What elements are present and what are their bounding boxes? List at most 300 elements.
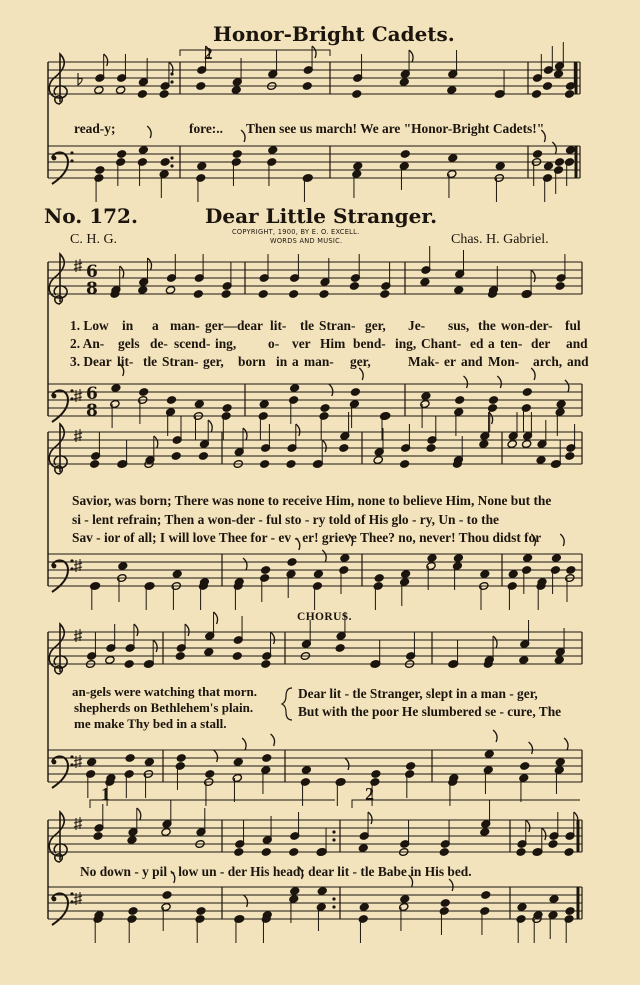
note-flag: [153, 640, 157, 652]
note-head: [548, 911, 558, 920]
note-head: [301, 766, 311, 775]
note-head: [110, 400, 120, 409]
note-head: [555, 408, 565, 417]
note-head: [549, 895, 559, 904]
note-head: [127, 836, 137, 845]
note-head: [400, 570, 410, 579]
note-head: [232, 774, 242, 783]
note-head: [400, 150, 410, 159]
ending-2-bracket: [352, 800, 580, 808]
note-head: [350, 388, 360, 397]
note-head: [316, 903, 326, 912]
note-head: [86, 758, 96, 767]
note-head: [312, 582, 322, 591]
note-head: [439, 848, 449, 857]
verse2-syllable: ing,: [215, 336, 237, 351]
composer: Chas. H. Gabriel.: [451, 232, 549, 247]
note-head: [267, 158, 277, 167]
note-head: [353, 162, 363, 171]
note-head: [566, 566, 576, 575]
note-head: [231, 86, 241, 95]
note-head: [521, 440, 531, 449]
note-head: [554, 158, 564, 167]
note-head: [233, 758, 243, 767]
time-signature: 8: [86, 401, 98, 421]
verse2-syllable: Chant-: [421, 336, 462, 351]
note-head: [543, 162, 553, 171]
note-head: [288, 290, 298, 299]
verse3-syllable: tle: [143, 354, 158, 369]
note-head: [258, 290, 268, 299]
verse3-syllable: lit-: [117, 354, 134, 369]
note-head: [161, 903, 171, 912]
note-head: [289, 384, 299, 393]
note-flag: [493, 636, 497, 648]
bass-clef: [70, 755, 73, 758]
note-head: [359, 903, 369, 912]
note-head: [399, 578, 409, 587]
note-head: [548, 840, 558, 849]
verse1-line3: an-gels were watching that morn.: [72, 684, 257, 699]
verse1-syllable: man-: [170, 318, 200, 333]
note-head: [320, 404, 330, 413]
verse3-syllable: ger,: [203, 354, 224, 369]
note-flag: [368, 812, 372, 824]
note-head: [115, 86, 125, 95]
note-head: [340, 554, 350, 563]
note-head: [118, 562, 128, 571]
note-head: [94, 174, 104, 183]
note-flag: [120, 266, 124, 278]
note-flag: [322, 550, 326, 562]
verse1-syllable: lit-: [270, 318, 287, 333]
note-head: [352, 170, 362, 179]
final-lyric-line: No down - y pil - low un - der His head; dear lit - tle Babe in His bed.: [80, 864, 472, 879]
note-head: [198, 452, 208, 461]
verse3-syllable: 3. Dear: [70, 354, 112, 369]
note-flag: [296, 424, 300, 436]
note-flag: [104, 54, 108, 66]
note-head: [204, 648, 214, 657]
flat-sign: [78, 73, 82, 85]
note-head: [287, 558, 297, 567]
note-flag: [449, 879, 453, 891]
note-head: [550, 566, 560, 575]
verse1-syllable: ger—dear: [205, 318, 264, 333]
note-head: [165, 286, 175, 295]
note-head: [516, 848, 526, 857]
note-flag: [137, 808, 141, 820]
note-head: [116, 150, 126, 159]
note-head: [447, 170, 457, 179]
note-head: [553, 70, 563, 79]
note-head: [89, 460, 99, 469]
note-head: [234, 848, 244, 857]
note-head: [555, 282, 565, 291]
verse2-syllable: bend-: [353, 336, 386, 351]
note-head: [339, 444, 349, 453]
note-head: [479, 440, 489, 449]
note-head: [111, 384, 121, 393]
note-flag: [134, 624, 138, 636]
note-head: [95, 166, 105, 175]
hymn-number: No. 172.: [44, 204, 138, 228]
verse2-syllable: ten-: [500, 336, 523, 351]
note-flag: [560, 534, 564, 546]
bass-clef: [70, 397, 73, 400]
note-head: [371, 770, 381, 779]
note-head: [439, 907, 449, 916]
note-head: [495, 162, 505, 171]
note-head: [313, 570, 323, 579]
note-flag: [312, 46, 316, 58]
note-head: [124, 770, 134, 779]
repeat-dot: [332, 897, 335, 900]
note-head: [205, 770, 215, 779]
bass-clef: [70, 567, 73, 570]
verse2-syllable: o-: [268, 336, 280, 351]
note-head: [373, 582, 383, 591]
note-flag: [565, 380, 569, 392]
note-flag: [148, 258, 152, 270]
verse2-syllable: ver: [292, 336, 311, 351]
note-flag: [464, 376, 468, 388]
note-head: [522, 388, 532, 397]
note-flag: [241, 130, 245, 142]
verse2-syllable: and: [566, 336, 588, 351]
note-head: [519, 656, 529, 665]
note-head: [268, 146, 278, 155]
bass-clef: [52, 760, 57, 765]
verse1-syllable: in: [122, 318, 134, 333]
note-head: [105, 656, 115, 665]
verse3-syllable: Stran-: [162, 354, 199, 369]
note-head: [232, 652, 242, 661]
top-ending-number: 2: [204, 44, 213, 63]
note-head: [399, 162, 409, 171]
note-head: [302, 82, 312, 91]
note-head: [259, 460, 269, 469]
bass-clef: [70, 389, 73, 392]
note-head: [196, 907, 206, 916]
note-head: [507, 582, 517, 591]
note-head: [484, 750, 494, 759]
note-head: [319, 290, 329, 299]
note-head: [520, 762, 530, 771]
verse1-line2: Savior, was born; There was none to receive Him, none to believe Him, None but the: [72, 493, 552, 508]
note-head: [290, 887, 300, 896]
verse2-syllable: Him: [320, 336, 346, 351]
verse2-syllable: ing,: [395, 336, 417, 351]
note-flag: [526, 820, 530, 832]
note-flag: [542, 828, 546, 840]
note-head: [358, 844, 368, 853]
ending-bracket: [180, 50, 330, 56]
note-head: [565, 146, 575, 155]
note-head: [222, 404, 232, 413]
note-head: [352, 90, 362, 99]
verse3-syllable: ger,: [350, 354, 371, 369]
note-head: [160, 158, 170, 167]
top-lyric-ready: read-y;: [74, 121, 116, 136]
repeat-dot: [332, 838, 335, 841]
note-head: [176, 754, 186, 763]
note-head: [454, 408, 464, 417]
bass-clef: [70, 763, 73, 766]
note-head: [317, 887, 327, 896]
note-head: [166, 396, 176, 405]
note-head: [144, 758, 154, 767]
note-flag: [243, 428, 247, 440]
verse2-line2: si - lent refrain; Then a won-der - ful sto - ry told of His glo - ry, Un - to the: [72, 512, 499, 527]
note-head: [349, 400, 359, 409]
note-head: [259, 400, 269, 409]
note-head: [542, 82, 552, 91]
note-head: [556, 400, 566, 409]
note-flag: [214, 612, 218, 624]
note-head: [564, 158, 574, 167]
note-head: [404, 770, 414, 779]
chorus-line2: But with the poor He slumbered se - cure, The: [298, 704, 562, 719]
verse1-syllable: sus,: [448, 318, 470, 333]
note-head: [554, 766, 564, 775]
note-head: [165, 408, 175, 417]
note-head: [139, 388, 149, 397]
note-head: [536, 456, 546, 465]
verse2-syllable: 2. An-: [70, 336, 105, 351]
note-head: [542, 174, 552, 183]
note-head: [555, 758, 565, 767]
verse1-syllable: ger,: [365, 318, 386, 333]
note-head: [195, 915, 205, 924]
copyright-line-2: WORDS AND MUSIC.: [270, 237, 343, 245]
note-head: [193, 290, 203, 299]
verse3-syllable: arch,: [533, 354, 563, 369]
note-head: [517, 903, 527, 912]
note-head: [374, 574, 384, 583]
verse3-syllable: and: [461, 354, 483, 369]
note-head: [231, 158, 241, 167]
verse3-syllable: in: [276, 354, 288, 369]
note-head: [194, 400, 204, 409]
verse1-syllable: the: [478, 318, 496, 333]
note-head: [564, 915, 574, 924]
note-head: [162, 891, 172, 900]
note-flag: [322, 440, 326, 452]
note-head: [399, 903, 409, 912]
note-head: [260, 566, 270, 575]
note-flag: [271, 734, 275, 746]
note-head: [159, 90, 169, 99]
repeat-dot: [170, 164, 173, 167]
top-piece-title: Honor-Bright Cadets.: [213, 22, 455, 46]
note-head: [554, 656, 564, 665]
note-head: [553, 166, 563, 175]
note-head: [516, 915, 526, 924]
verse3-syllable: man-: [304, 354, 334, 369]
note-flag: [493, 730, 497, 742]
repeat-dot: [170, 72, 173, 75]
verse1-syllable: tle: [300, 318, 315, 333]
note-head: [426, 562, 436, 571]
note-flag: [329, 384, 333, 396]
note-head: [565, 907, 575, 916]
top-lyric-march: Then see us march! We are "Honor-Bright Cadets!": [246, 121, 545, 136]
repeat-dot: [332, 905, 335, 908]
chorus-label: CHORUS.: [297, 611, 352, 623]
note-head: [519, 774, 529, 783]
verse3-syllable: er: [444, 354, 456, 369]
hymn-title: Dear Little Stranger.: [205, 204, 438, 228]
note-head: [447, 86, 457, 95]
note-head: [380, 290, 390, 299]
copyright-line-1: COPYRIGHT, 1900, BY E. O. EXCELL.: [232, 228, 360, 236]
verse3-syllable: Mon-: [488, 354, 520, 369]
verse3-line3: me make Thy bed in a stall.: [74, 716, 227, 731]
verse2-syllable: a: [488, 336, 495, 351]
note-head: [426, 444, 436, 453]
note-flag: [208, 420, 212, 432]
verse3-syllable: a: [292, 354, 299, 369]
time-signature: 6: [86, 384, 98, 404]
note-head: [453, 554, 463, 563]
bass-clef: [70, 892, 73, 895]
verse1-syllable: won-der-: [501, 318, 553, 333]
note-flag: [497, 376, 501, 388]
bass-clef: [52, 156, 57, 161]
note-head: [452, 562, 462, 571]
note-flag: [552, 142, 556, 154]
note-head: [261, 848, 271, 857]
note-head: [289, 848, 299, 857]
note-head: [522, 554, 532, 563]
note-flag: [531, 270, 535, 282]
note-head: [159, 170, 169, 179]
note-head: [483, 766, 493, 775]
note-head: [531, 90, 541, 99]
note-head: [286, 460, 296, 469]
bass-clef: [70, 900, 73, 903]
note-flag: [242, 738, 246, 750]
note-head: [405, 762, 415, 771]
note-head: [480, 570, 490, 579]
note-head: [115, 158, 125, 167]
note-flag: [271, 632, 275, 644]
verse1-syllable: a: [152, 318, 159, 333]
verse3-syllable: and: [567, 354, 589, 369]
note-head: [319, 412, 329, 421]
repeat-dot: [332, 830, 335, 833]
note-flag: [214, 750, 218, 762]
note-head: [137, 158, 147, 167]
ending-1-number: 1: [101, 784, 110, 804]
note-head: [427, 554, 437, 563]
chorus-brace: [282, 688, 292, 720]
note-head: [197, 162, 207, 171]
note-flag: [244, 895, 248, 907]
note-head: [420, 278, 430, 287]
note-head: [93, 832, 103, 841]
chorus-line1: Dear lit - tle Stranger, slept in a man - ger,: [298, 686, 538, 701]
note-head: [289, 895, 299, 904]
note-head: [421, 392, 431, 401]
note-head: [288, 396, 298, 405]
note-head: [261, 660, 271, 669]
note-head: [138, 286, 148, 295]
repeat-dot: [170, 156, 173, 159]
note-flag: [154, 436, 158, 448]
author-initials: C. H. G.: [70, 232, 118, 247]
ending-1-bracket: [90, 800, 335, 808]
note-head: [172, 570, 182, 579]
note-head: [196, 174, 206, 183]
bass-clef: [52, 897, 57, 902]
verse2-syllable: de-: [150, 336, 168, 351]
note-head: [137, 90, 147, 99]
note-head: [127, 915, 137, 924]
note-head: [85, 770, 95, 779]
note-head: [128, 907, 138, 916]
bass-clef: [70, 559, 73, 562]
ending-2-number: 2: [365, 784, 374, 804]
note-flag: [529, 742, 533, 754]
note-head: [551, 554, 561, 563]
note-head: [488, 396, 498, 405]
verse3-line2: Sav - ior of all; I will love Thee for - ev - er! grieve Thee? no, never! Thou didst for: [72, 530, 542, 545]
note-head: [487, 404, 497, 413]
note-head: [565, 452, 575, 461]
note-head: [258, 412, 268, 421]
note-head: [161, 828, 171, 837]
note-head: [221, 290, 231, 299]
note-head: [448, 154, 458, 163]
note-flag: [147, 126, 151, 138]
time-signature: 8: [86, 279, 98, 299]
note-head: [400, 895, 410, 904]
note-head: [399, 460, 409, 469]
note-head: [420, 400, 430, 409]
note-head: [358, 915, 368, 924]
note-flag: [345, 758, 349, 770]
note-head: [286, 570, 296, 579]
note-flag: [409, 50, 413, 62]
note-flag: [564, 738, 568, 750]
verse2-syllable: scend-: [174, 336, 211, 351]
note-head: [232, 150, 242, 159]
verse1-syllable: ful: [565, 318, 581, 333]
note-head: [259, 574, 269, 583]
time-signature: 6: [86, 262, 98, 282]
verse3-syllable: born: [238, 354, 266, 369]
note-head: [335, 644, 345, 653]
top-lyric-fore: fore:..: [189, 121, 223, 136]
note-head: [373, 456, 383, 465]
note-flag: [169, 62, 173, 74]
note-head: [521, 566, 531, 575]
verse2-syllable: der: [531, 336, 551, 351]
note-head: [480, 828, 490, 837]
note-head: [171, 452, 181, 461]
note-head: [196, 82, 206, 91]
note-head: [564, 90, 574, 99]
note-head: [261, 766, 271, 775]
bass-clef: [70, 151, 73, 154]
bass-clef: [52, 394, 57, 399]
note-head: [124, 660, 134, 669]
note-head: [262, 754, 272, 763]
note-head: [507, 440, 517, 449]
verse1-syllable: Stran-: [319, 318, 356, 333]
